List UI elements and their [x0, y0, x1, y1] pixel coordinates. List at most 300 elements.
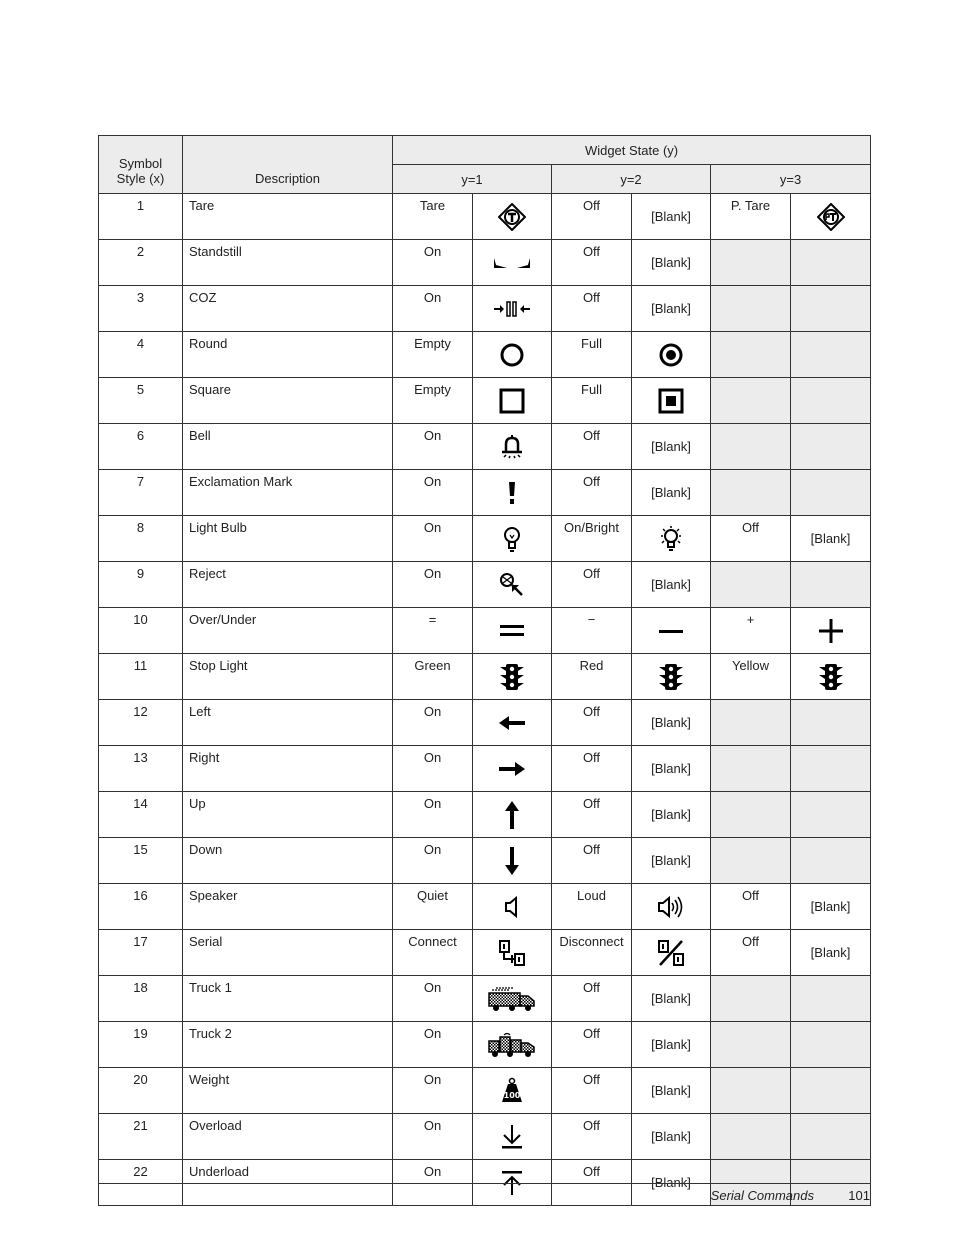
- state-y2-symbol-text: [Blank]: [651, 1175, 691, 1190]
- truck-2-icon: [488, 1036, 536, 1051]
- center-of-zero-icon: [493, 300, 531, 315]
- symbol-description-text: Stop Light: [189, 658, 248, 673]
- underload-icon: [501, 1174, 523, 1189]
- header-symbol-style-label: Symbol Style (x): [116, 156, 165, 186]
- state-y3-label-text: Off: [741, 888, 760, 903]
- state-y1-symbol: [473, 240, 552, 286]
- header-y3: [711, 165, 871, 194]
- state-y1-label: [393, 516, 473, 562]
- state-y3-symbol-text: [Blank]: [810, 945, 851, 960]
- table-row: [99, 884, 871, 930]
- state-y2-label: [552, 424, 632, 470]
- symbol-description: [183, 470, 393, 516]
- header-y2: [552, 165, 711, 194]
- symbol-style-number-text: 15: [133, 842, 148, 857]
- symbol-description-text: Right: [189, 750, 220, 765]
- symbol-style-number-text: 5: [136, 382, 145, 397]
- symbol-style-number: [99, 976, 183, 1022]
- symbol-style-number-text: 21: [133, 1118, 148, 1133]
- symbol-description: [183, 194, 393, 240]
- state-y1-label-text: On: [423, 1164, 442, 1179]
- state-y2-label: [552, 746, 632, 792]
- state-y3-symbol: [791, 516, 871, 562]
- empty-cell: [711, 792, 791, 838]
- stop-light-icon: [499, 668, 525, 683]
- state-y1-label-text: Connect: [408, 934, 457, 949]
- light-bulb-icon: [502, 530, 522, 545]
- symbol-style-number: [99, 332, 183, 378]
- page-number: 101: [848, 1188, 870, 1203]
- state-y2-label: [552, 516, 632, 562]
- empty-cell: [791, 746, 871, 792]
- stop-light-icon: [818, 668, 844, 683]
- state-y2-label: [552, 194, 632, 240]
- symbol-table-body: [99, 194, 871, 1206]
- state-y2-label-text: Off: [582, 474, 601, 489]
- state-y1-label: [393, 332, 473, 378]
- empty-cell: [711, 1114, 791, 1160]
- state-y2-label-text: Off: [582, 750, 601, 765]
- symbol-style-number-text: 9: [136, 566, 145, 581]
- symbol-description: [183, 516, 393, 562]
- state-y2-symbol: [632, 240, 711, 286]
- state-y2-label: [552, 286, 632, 332]
- state-y2-symbol: [632, 194, 711, 240]
- state-y1-label-text: On: [423, 566, 442, 581]
- state-y1-label: [393, 240, 473, 286]
- state-y2-label: [552, 1068, 632, 1114]
- state-y3-label-text: Off: [741, 520, 760, 535]
- symbol-description-text: Up: [189, 796, 206, 811]
- state-y2-label-text: Loud: [577, 888, 606, 903]
- table-row: [99, 194, 871, 240]
- symbol-description: [183, 884, 393, 930]
- table-row: [99, 930, 871, 976]
- symbol-description-text: Standstill: [189, 244, 242, 259]
- empty-cell: [711, 746, 791, 792]
- state-y1-label: [393, 424, 473, 470]
- symbol-description: [183, 746, 393, 792]
- state-y1-symbol: [473, 286, 552, 332]
- symbol-style-number: [99, 746, 183, 792]
- symbol-style-number: [99, 240, 183, 286]
- tare-icon: [498, 208, 526, 223]
- empty-cell: [711, 976, 791, 1022]
- state-y1-label-text: On: [423, 796, 442, 811]
- state-y2-symbol: [632, 746, 711, 792]
- header-description: [183, 136, 393, 194]
- state-y1-symbol: [473, 608, 552, 654]
- state-y1-symbol: [473, 194, 552, 240]
- symbol-description-text: Truck 1: [189, 980, 232, 995]
- state-y3-label: [711, 608, 791, 654]
- symbol-description-text: Truck 2: [189, 1026, 232, 1041]
- header-widget-state: [393, 136, 871, 165]
- symbol-style-number: [99, 700, 183, 746]
- state-y3-symbol: [791, 930, 871, 976]
- header-y1-label: y=1: [461, 171, 483, 187]
- symbol-style-number-text: 12: [133, 704, 148, 719]
- state-y1-label: [393, 194, 473, 240]
- truck-1-icon: [488, 990, 536, 1005]
- symbol-style-number: [99, 930, 183, 976]
- table-row: [99, 1022, 871, 1068]
- symbol-description: [183, 286, 393, 332]
- empty-cell: [791, 240, 871, 286]
- state-y2-symbol: [632, 286, 711, 332]
- state-y1-symbol: [473, 332, 552, 378]
- state-y2-label-text: Off: [582, 980, 601, 995]
- state-y2-symbol: [632, 838, 711, 884]
- symbol-description: [183, 332, 393, 378]
- serial-disconnect-icon: [657, 944, 685, 959]
- symbol-style-number-text: 6: [136, 428, 145, 443]
- symbol-description-text: Down: [189, 842, 223, 857]
- state-y2-symbol: [632, 792, 711, 838]
- serial-connect-icon: [498, 944, 526, 959]
- header-symbol-style: [99, 136, 183, 194]
- symbol-style-number-text: 20: [133, 1072, 148, 1087]
- state-y1-label: [393, 1114, 473, 1160]
- state-y1-label-text: On: [423, 704, 442, 719]
- svg-text:100: 100: [503, 1090, 521, 1100]
- state-y2-label-text: Off: [582, 1164, 601, 1179]
- weight-icon: [499, 1082, 525, 1100]
- symbol-description-text: Light Bulb: [189, 520, 247, 535]
- state-y1-symbol: [473, 1114, 552, 1160]
- state-y2-label-text: Off: [582, 704, 601, 719]
- empty-cell: [791, 470, 871, 516]
- state-y3-label-text: +: [746, 612, 755, 627]
- symbol-style-number: [99, 378, 183, 424]
- state-y2-symbol-text: [Blank]: [651, 853, 691, 868]
- table-row: [99, 286, 871, 332]
- state-y2-label-text: Off: [582, 1072, 601, 1087]
- state-y1-label-text: On: [423, 290, 442, 305]
- symbol-style-number-text: 11: [133, 658, 148, 673]
- state-y2-symbol-text: [Blank]: [651, 991, 691, 1006]
- empty-cell: [791, 700, 871, 746]
- state-y2-label-text: On/Bright: [564, 520, 619, 535]
- light-bulb-bright-icon: [657, 530, 685, 545]
- state-y2-symbol-text: [Blank]: [651, 1083, 691, 1098]
- state-y3-label: [711, 516, 791, 562]
- state-y2-label-text: −: [587, 612, 596, 627]
- state-y2-label: [552, 838, 632, 884]
- state-y2-label-text: Off: [582, 290, 601, 305]
- state-y2-label: [552, 792, 632, 838]
- symbol-description-text: Weight: [189, 1072, 230, 1087]
- state-y2-symbol: [632, 378, 711, 424]
- state-y1-label: [393, 608, 473, 654]
- empty-cell: [711, 240, 791, 286]
- symbol-style-number-text: 2: [136, 244, 145, 259]
- exclamation-icon: [507, 484, 517, 499]
- state-y3-label: [711, 194, 791, 240]
- empty-cell: [791, 838, 871, 884]
- state-y2-symbol-text: [Blank]: [651, 577, 691, 592]
- symbol-description-text: Underload: [189, 1164, 249, 1179]
- state-y2-label-text: Red: [579, 658, 604, 673]
- state-y3-label-text: P. Tare: [730, 198, 771, 213]
- symbol-description-text: Serial: [189, 934, 223, 949]
- symbol-style-number-text: 13: [133, 750, 148, 765]
- symbol-description-text: Speaker: [189, 888, 238, 903]
- table-row: [99, 838, 871, 884]
- symbol-style-number-text: 19: [133, 1026, 148, 1041]
- state-y1-label: [393, 838, 473, 884]
- state-y2-label-text: Off: [582, 428, 601, 443]
- symbol-description: [183, 838, 393, 884]
- empty-cell: [711, 286, 791, 332]
- header-y1: [393, 165, 552, 194]
- symbol-description: [183, 608, 393, 654]
- empty-cell: [711, 1068, 791, 1114]
- state-y3-label: [711, 884, 791, 930]
- circle-empty-icon: [499, 346, 525, 361]
- symbol-description: [183, 976, 393, 1022]
- empty-cell: [711, 838, 791, 884]
- symbol-style-number: [99, 194, 183, 240]
- state-y2-symbol-text: [Blank]: [651, 715, 691, 730]
- state-y3-label-text: Yellow: [731, 658, 770, 673]
- arrow-right-icon: [498, 760, 526, 775]
- state-y1-symbol: [473, 700, 552, 746]
- symbol-style-number-text: 3: [136, 290, 145, 305]
- state-y2-symbol-text: [Blank]: [651, 761, 691, 776]
- state-y1-label: [393, 1022, 473, 1068]
- symbol-style-number-text: 14: [133, 796, 148, 811]
- empty-cell: [711, 378, 791, 424]
- symbol-style-number: [99, 838, 183, 884]
- symbol-style-number: [99, 470, 183, 516]
- empty-cell: [791, 562, 871, 608]
- state-y2-symbol: [632, 1068, 711, 1114]
- state-y1-label-text: On: [423, 1026, 442, 1041]
- state-y2-symbol-text: [Blank]: [651, 439, 691, 454]
- state-y2-label: [552, 976, 632, 1022]
- state-y1-label: [393, 746, 473, 792]
- symbol-style-number-text: 18: [133, 980, 148, 995]
- state-y2-symbol: [632, 516, 711, 562]
- state-y2-label: [552, 1022, 632, 1068]
- state-y1-label: [393, 976, 473, 1022]
- state-y1-label-text: Tare: [419, 198, 446, 213]
- preset-tare-icon: [817, 208, 845, 223]
- state-y3-label-text: Off: [741, 934, 760, 949]
- symbol-description: [183, 424, 393, 470]
- table-row: [99, 746, 871, 792]
- symbol-description-text: Square: [189, 382, 231, 397]
- state-y2-label: [552, 884, 632, 930]
- state-y2-symbol: [632, 976, 711, 1022]
- symbol-description: [183, 792, 393, 838]
- empty-cell: [711, 700, 791, 746]
- state-y2-symbol-text: [Blank]: [651, 1037, 691, 1052]
- state-y2-label-text: Disconnect: [559, 934, 624, 949]
- state-y1-label: [393, 562, 473, 608]
- symbol-style-number: [99, 654, 183, 700]
- state-y2-label: [552, 378, 632, 424]
- state-y3-symbol: [791, 608, 871, 654]
- table-row: [99, 424, 871, 470]
- state-y1-label: [393, 792, 473, 838]
- state-y2-symbol: [632, 470, 711, 516]
- symbol-style-number: [99, 792, 183, 838]
- symbol-style-number: [99, 424, 183, 470]
- symbol-style-number: [99, 608, 183, 654]
- symbol-description-text: Bell: [189, 428, 211, 443]
- plus-icon: [818, 622, 844, 637]
- footer-rule: [98, 1183, 870, 1184]
- header-widget-state-label: Widget State (y): [584, 142, 679, 158]
- empty-cell: [711, 1022, 791, 1068]
- state-y3-symbol: [791, 194, 871, 240]
- state-y2-label-text: Off: [582, 842, 601, 857]
- speaker-loud-icon: [657, 898, 685, 913]
- symbol-description-text: Exclamation Mark: [189, 474, 293, 489]
- footer-section-title: Serial Commands: [710, 1188, 814, 1203]
- state-y3-symbol: [791, 654, 871, 700]
- state-y1-label-text: On: [423, 244, 442, 259]
- symbol-description-text: Round: [189, 336, 228, 351]
- state-y1-symbol: [473, 516, 552, 562]
- state-y2-label: [552, 1114, 632, 1160]
- state-y1-label-text: Green: [414, 658, 451, 673]
- state-y1-label-text: Empty: [414, 336, 451, 351]
- reject-icon: [498, 576, 526, 591]
- state-y2-symbol-text: [Blank]: [651, 485, 691, 500]
- state-y2-symbol: [632, 1022, 711, 1068]
- minus-icon: [658, 623, 684, 638]
- circle-full-icon: [658, 346, 684, 361]
- table-row: [99, 562, 871, 608]
- state-y1-symbol: [473, 930, 552, 976]
- state-y1-label-text: On: [423, 520, 442, 535]
- empty-cell: [791, 1114, 871, 1160]
- table-row: [99, 516, 871, 562]
- state-y1-label-text: On: [423, 980, 442, 995]
- empty-cell: [791, 286, 871, 332]
- state-y2-label-text: Off: [582, 198, 601, 213]
- symbol-style-number-text: 4: [136, 336, 145, 351]
- state-y2-label-text: Full: [581, 382, 602, 397]
- header-y3-label: y=3: [779, 171, 802, 187]
- table-row: [99, 332, 871, 378]
- state-y2-symbol: [632, 562, 711, 608]
- state-y2-symbol-text: [Blank]: [651, 209, 691, 224]
- table-row: [99, 976, 871, 1022]
- state-y2-label: [552, 240, 632, 286]
- state-y1-symbol: [473, 562, 552, 608]
- state-y2-symbol: [632, 654, 711, 700]
- state-y1-label: [393, 1068, 473, 1114]
- state-y2-label-text: Full: [581, 336, 602, 351]
- state-y1-symbol: [473, 746, 552, 792]
- state-y2-label-text: Off: [582, 1118, 601, 1133]
- state-y1-label: [393, 884, 473, 930]
- bell-icon: [500, 438, 524, 453]
- state-y2-symbol: [632, 884, 711, 930]
- square-full-icon: [658, 392, 684, 407]
- empty-cell: [791, 332, 871, 378]
- symbol-style-number: [99, 1114, 183, 1160]
- state-y3-symbol: [791, 884, 871, 930]
- state-y1-symbol: [473, 884, 552, 930]
- state-y3-symbol-text: [Blank]: [810, 531, 851, 546]
- empty-cell: [791, 424, 871, 470]
- symbol-style-number-text: 8: [136, 520, 145, 535]
- symbol-description-text: Left: [189, 704, 211, 719]
- symbol-style-number-text: 16: [133, 888, 148, 903]
- state-y1-label-text: On: [423, 474, 442, 489]
- arrow-down-icon: [503, 852, 521, 867]
- empty-cell: [791, 792, 871, 838]
- state-y3-label: [711, 654, 791, 700]
- empty-cell: [711, 562, 791, 608]
- state-y2-symbol: [632, 1114, 711, 1160]
- table-row: [99, 792, 871, 838]
- header-y2-label: y=2: [620, 171, 642, 187]
- symbol-description: [183, 378, 393, 424]
- state-y2-symbol: [632, 424, 711, 470]
- symbol-description: [183, 1022, 393, 1068]
- symbol-description-text: COZ: [189, 290, 217, 305]
- arrow-left-icon: [498, 714, 526, 729]
- state-y1-label-text: Quiet: [416, 888, 449, 903]
- state-y1-symbol: [473, 470, 552, 516]
- symbol-description: [183, 1114, 393, 1160]
- state-y2-label-text: Off: [582, 1026, 601, 1041]
- state-y2-label: [552, 562, 632, 608]
- empty-cell: [711, 424, 791, 470]
- state-y2-label: [552, 654, 632, 700]
- symbol-style-number-text: 10: [133, 612, 148, 627]
- state-y1-label: [393, 930, 473, 976]
- symbol-style-number: [99, 1022, 183, 1068]
- symbol-description-text: Reject: [189, 566, 226, 581]
- state-y1-label-text: On: [423, 842, 442, 857]
- state-y1-symbol: [473, 1022, 552, 1068]
- symbol-style-number-text: 17: [133, 934, 148, 949]
- empty-cell: [711, 332, 791, 378]
- state-y2-symbol: [632, 332, 711, 378]
- arrow-up-icon: [503, 806, 521, 821]
- symbol-style-number: [99, 286, 183, 332]
- symbol-style-number: [99, 516, 183, 562]
- state-y3-label: [711, 930, 791, 976]
- symbol-description-text: Overload: [189, 1118, 242, 1133]
- state-y1-label: [393, 286, 473, 332]
- symbol-description: [183, 700, 393, 746]
- state-y1-symbol: [473, 378, 552, 424]
- symbol-style-number-text: 1: [136, 198, 145, 213]
- state-y1-label: [393, 700, 473, 746]
- state-y2-symbol-text: [Blank]: [651, 807, 691, 822]
- state-y2-label: [552, 608, 632, 654]
- symbol-style-number-text: 7: [136, 474, 145, 489]
- square-empty-icon: [499, 392, 525, 407]
- header-description-label: Description: [254, 171, 321, 186]
- table-row: [99, 1114, 871, 1160]
- state-y1-label-text: On: [423, 428, 442, 443]
- standstill-icon: [493, 255, 531, 270]
- state-y1-label-text: On: [423, 1072, 442, 1087]
- symbol-description: [183, 1068, 393, 1114]
- state-y1-label: [393, 654, 473, 700]
- symbol-description: [183, 930, 393, 976]
- table-row: [99, 700, 871, 746]
